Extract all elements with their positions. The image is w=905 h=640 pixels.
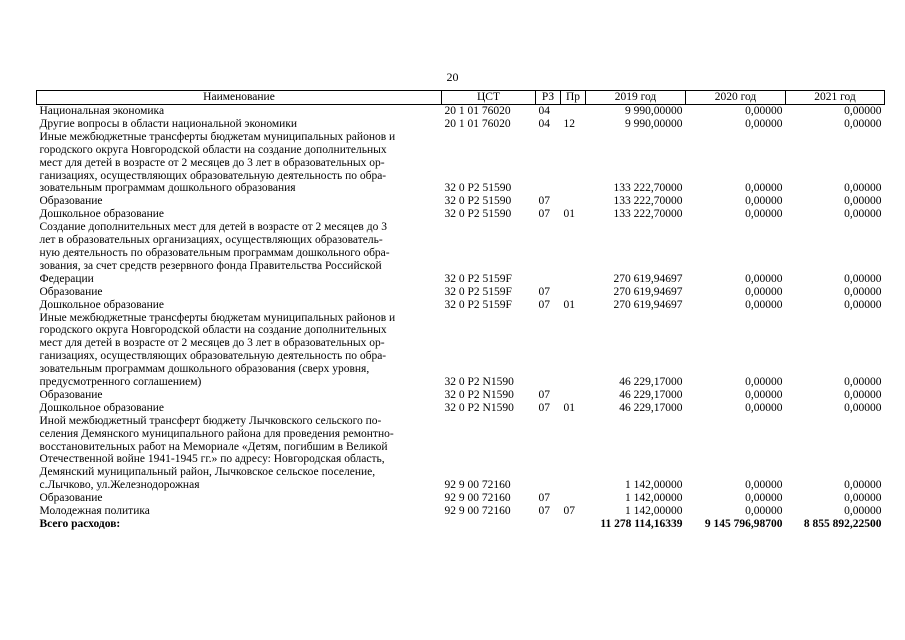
table-row — [37, 118, 885, 131]
cell-rz: 07 — [538, 208, 550, 221]
total-2019: 11 278 114,16339 — [600, 518, 683, 530]
cell-pr — [561, 195, 586, 208]
cell-rz: 04 — [538, 117, 550, 130]
cell-rz: 07 — [538, 505, 550, 518]
table-body — [37, 105, 885, 519]
cell-pr — [561, 221, 586, 286]
cell-2021: 0,00000 — [844, 182, 882, 195]
cell-2021: 0,00000 — [844, 272, 882, 285]
cell-pr — [561, 492, 586, 505]
table-row — [37, 312, 885, 389]
table-row — [37, 131, 885, 196]
table-row — [37, 492, 885, 505]
cell-rz: 07 — [538, 492, 550, 505]
cell-2021: 0,00000 — [844, 285, 882, 298]
cell-name: Образование — [39, 492, 103, 505]
cell-name: Другие вопросы в области национальной экономики — [39, 117, 298, 130]
header-2020: 2020 год — [686, 91, 786, 105]
cell-cst: 92 9 00 72160 — [444, 492, 511, 505]
cell-name: Образование — [39, 388, 103, 401]
total-row — [37, 518, 885, 531]
cell-2021: 0,00000 — [844, 388, 882, 401]
cell-2020: 0,00000 — [745, 479, 783, 492]
cell-2019: 46 229,17000 — [619, 401, 683, 414]
cell-2020: 0,00000 — [745, 376, 783, 389]
cell-2021: 0,00000 — [844, 298, 882, 311]
cell-2020: 0,00000 — [745, 195, 783, 208]
cell-2019: 1 142,00000 — [625, 505, 683, 518]
cell-2020: 0,00000 — [745, 298, 783, 311]
cell-name: Национальная экономика — [39, 105, 165, 117]
table-row — [37, 389, 885, 402]
cell-name: Дошкольное образование — [39, 401, 165, 414]
header-2021: 2021 год — [786, 91, 885, 105]
cell-2019: 270 619,94697 — [613, 285, 683, 298]
cell-cst: 32 0 P2 N1590 — [444, 388, 514, 401]
table-row — [37, 286, 885, 299]
cell-cst: 32 0 P2 N1590 — [444, 376, 514, 389]
cell-cst: 20 1 01 76020 — [444, 117, 511, 130]
cell-2020: 0,00000 — [745, 208, 783, 221]
header-pr: Пр — [561, 91, 586, 105]
cell-2020: 0,00000 — [745, 401, 783, 414]
cell-name: Образование — [39, 285, 103, 298]
cell-2019: 133 222,70000 — [613, 208, 683, 221]
table-row — [37, 402, 885, 415]
cell-2019: 9 990,00000 — [625, 117, 683, 130]
cell-2020: 0,00000 — [745, 285, 783, 298]
cell-rz — [536, 131, 561, 196]
cell-rz — [536, 221, 561, 286]
cell-pr — [561, 389, 586, 402]
cell-cst: 32 0 P2 5159F — [444, 272, 512, 285]
header-2019: 2019 год — [586, 91, 686, 105]
cell-2021: 0,00000 — [844, 208, 882, 221]
cell-2021: 0,00000 — [844, 105, 882, 117]
total-pr-cell — [561, 518, 586, 531]
table-row — [37, 415, 885, 492]
cell-pr: 12 — [563, 117, 575, 130]
page-number: 20 — [446, 70, 459, 84]
cell-2019: 46 229,17000 — [619, 388, 683, 401]
cell-2021: 0,00000 — [844, 479, 882, 492]
cell-rz — [536, 312, 561, 389]
cell-pr — [561, 415, 586, 492]
table-row — [37, 195, 885, 208]
table-header-row — [37, 91, 885, 105]
cell-name: Образование — [39, 195, 103, 208]
cell-cst: 32 0 P2 51590 — [444, 208, 512, 221]
cell-name: Создание дополнительных мест для детей в возрасте от 2 месяцев до 3 лет в образовательных организациях, осуществляющих образователь- ную деятельность по образовательным программам дошкольного обра- зования, за счет средств резервного фонда Правительства Российской Федерации — [39, 221, 390, 285]
table-row — [37, 299, 885, 312]
cell-cst: 92 9 00 72160 — [444, 505, 511, 518]
cell-name: Иные межбюджетные трансферты бюджетам муниципальных районов и городского округа Новгородской области на создание дополнительных мест для детей в возрасте от 2 месяцев до 3 лет в образовательных ор- ганизациях, осуществляющих образовательную деятельность по обра- зовательным программам дошкольного образования — [39, 130, 396, 195]
cell-cst: 92 9 00 72160 — [444, 479, 511, 492]
cell-2021: 0,00000 — [844, 505, 882, 518]
header-cst: ЦСТ — [442, 91, 536, 105]
cell-cst: 32 0 P2 N1590 — [444, 401, 514, 414]
cell-name: Дошкольное образование — [39, 298, 165, 311]
cell-cst: 32 0 P2 5159F — [444, 285, 512, 298]
cell-2019: 270 619,94697 — [613, 272, 683, 285]
cell-pr: 01 — [563, 208, 575, 221]
cell-pr — [561, 131, 586, 196]
cell-pr — [561, 312, 586, 389]
cell-pr — [561, 286, 586, 299]
cell-2020: 0,00000 — [745, 492, 783, 505]
cell-2021: 0,00000 — [844, 492, 882, 505]
table-row — [37, 221, 885, 286]
cell-2020: 0,00000 — [745, 182, 783, 195]
cell-cst: 32 0 P2 51590 — [444, 195, 512, 208]
cell-cst: 20 1 01 76020 — [444, 105, 511, 117]
cell-2020: 0,00000 — [745, 105, 783, 117]
cell-2019: 46 229,17000 — [619, 376, 683, 389]
cell-name: Иные межбюджетные трансферты бюджетам муниципальных районов и городского округа Новгородской области на создание дополнительных мест для детей в возрасте от 2 месяцев до 3 лет в образовательных ор- ганизациях, осуществляющих образовательную деятельность по обра- зовательным программам дошкольного образования (сверх уровня, предусмотренного соглашением) — [39, 311, 396, 389]
header-name: Наименование — [37, 91, 442, 105]
cell-cst: 32 0 P2 51590 — [444, 182, 512, 195]
cell-name: Молодежная политика — [39, 505, 150, 518]
total-2021: 8 855 892,22500 — [803, 518, 882, 530]
cell-pr: 01 — [563, 401, 575, 414]
cell-2020: 0,00000 — [745, 117, 783, 130]
cell-2019: 133 222,70000 — [613, 182, 683, 195]
cell-2021: 0,00000 — [844, 401, 882, 414]
total-cst-cell — [442, 518, 536, 531]
cell-rz — [536, 415, 561, 492]
cell-2021: 0,00000 — [844, 195, 882, 208]
total-rz-cell — [536, 518, 561, 531]
cell-name: Иной межбюджетный трансферт бюджету Лычковского сельского по- селения Демянского муниципального района для проведения ремонтно- восстановительных работ на Мемориале «Детям, погибшим в Великой Отечественной войне 1941-1945 гг.» по адресу: Новгородская область, Демянский муниципальный район, Лычковское сельское поселение, с.Лычково, ул.Железнодорожная — [39, 414, 394, 492]
cell-rz: 07 — [538, 298, 550, 311]
cell-pr: 07 — [563, 505, 575, 518]
total-label: Всего расходов: — [39, 518, 121, 530]
cell-pr: 01 — [563, 298, 575, 311]
cell-pr — [561, 105, 586, 118]
cell-2019: 1 142,00000 — [625, 492, 683, 505]
cell-2019: 9 990,00000 — [625, 105, 683, 117]
cell-2019: 270 619,94697 — [613, 298, 683, 311]
total-2020: 9 145 796,98700 — [704, 518, 783, 530]
table-row — [37, 105, 885, 118]
cell-2020: 0,00000 — [745, 272, 783, 285]
cell-cst: 32 0 P2 5159F — [444, 298, 512, 311]
cell-2020: 0,00000 — [745, 505, 783, 518]
cell-2021: 0,00000 — [844, 376, 882, 389]
cell-2019: 1 142,00000 — [625, 479, 683, 492]
budget-table — [36, 90, 885, 531]
cell-rz: 04 — [538, 105, 550, 117]
table-row — [37, 208, 885, 221]
table-row — [37, 505, 885, 518]
cell-name: Дошкольное образование — [39, 208, 165, 221]
cell-rz: 07 — [538, 401, 550, 414]
cell-2019: 133 222,70000 — [613, 195, 683, 208]
cell-rz: 07 — [538, 388, 550, 401]
cell-rz: 07 — [538, 195, 550, 208]
cell-2020: 0,00000 — [745, 388, 783, 401]
cell-2021: 0,00000 — [844, 117, 882, 130]
header-rz: РЗ — [536, 91, 561, 105]
cell-rz: 07 — [538, 285, 550, 298]
